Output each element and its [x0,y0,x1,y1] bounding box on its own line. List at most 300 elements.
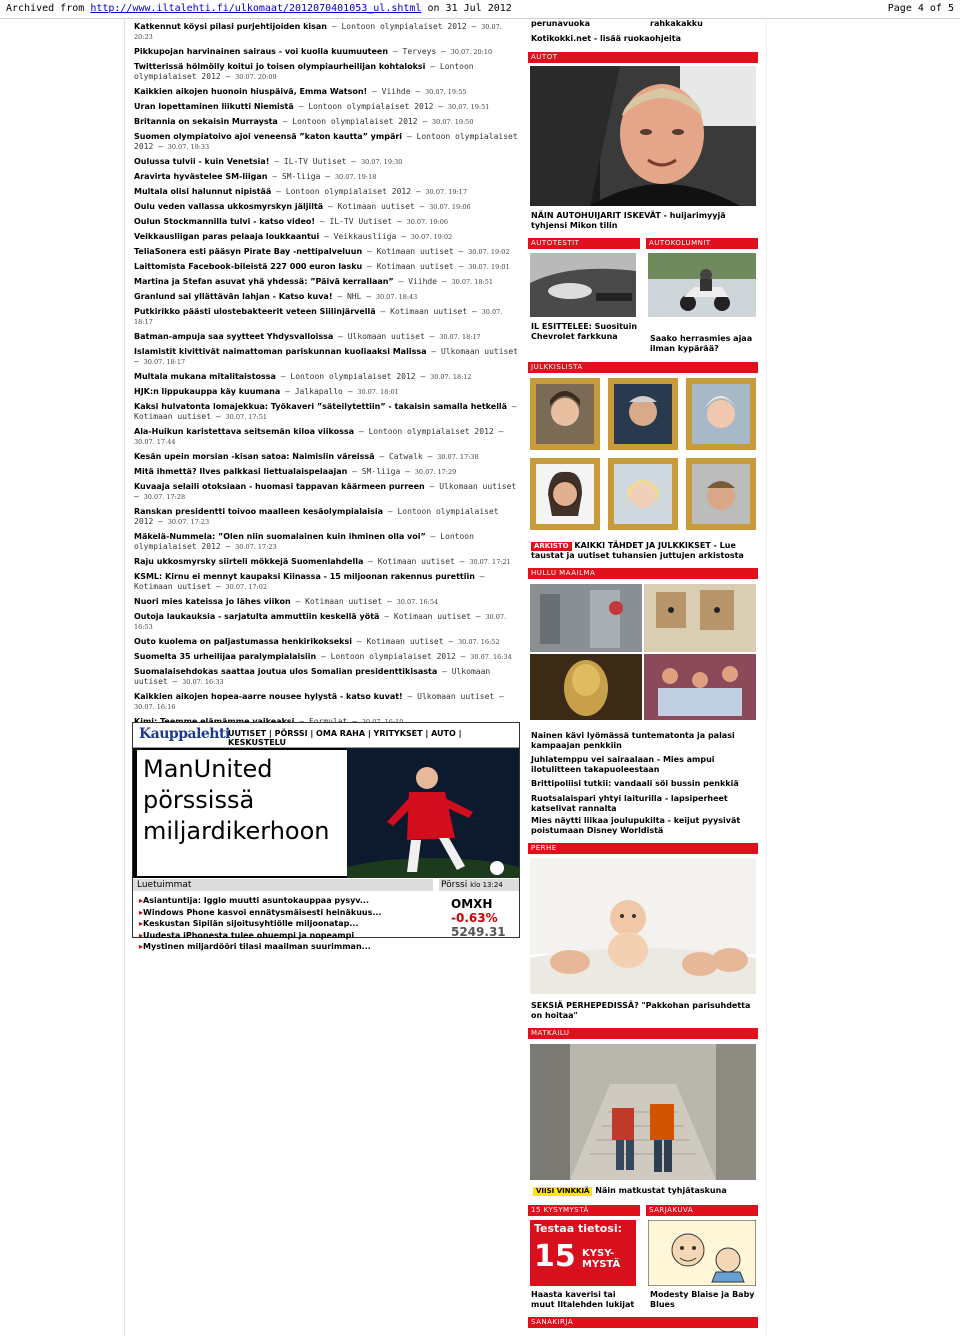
news-title[interactable]: Outo kuolema on paljastumassa henkirikokseksi [134,637,353,646]
news-title[interactable]: Oulun Stockmannilla tulvi - katso video! [134,217,316,226]
section-autotestit[interactable]: AUTOTESTIT [528,238,640,249]
news-time: 30.07. 20:10 [450,48,493,56]
banner-line: miljardikerhoon [143,817,330,845]
hullu-maailma-photos[interactable] [530,584,756,720]
news-separator: – [392,217,407,226]
news-category[interactable]: Lontoon olympialaiset 2012 [292,117,418,126]
news-time: 30.07. 20:09 [235,73,277,81]
banner-headline [143,754,329,847]
news-separator: – [220,72,236,81]
news-time: 30.07. 17:02 [225,583,267,591]
news-time: 30.07. 17:23 [167,518,210,526]
news-separator: – [417,117,432,126]
kauppalehti-lists [133,879,519,951]
banner-line: pörssissä [143,786,255,814]
news-title[interactable]: Mitä ihmettä? Ilves palkkasi liettualaispelaajan [134,467,348,476]
news-item[interactable] [134,217,518,227]
news-item[interactable] [134,532,518,552]
banner-line: ManUnited [143,755,273,783]
news-time: 30.07. 16:33 [182,678,224,686]
news-separator: – [470,612,486,621]
arkisto-badge: ARKISTO [531,542,572,551]
news-item[interactable] [134,557,518,567]
news-title[interactable]: Veikkausliigan paras pelaaja loukkaantui [134,232,320,241]
news-item[interactable] [134,467,518,477]
news-separator: – [332,292,347,301]
news-category[interactable]: Lontoon olympialaiset 2012 [341,22,467,31]
news-category[interactable]: Kotimaan uutiset [377,557,455,566]
news-title[interactable]: Putkirikko päästi ulostebakteerit veteen Siilinjärvellä [134,307,376,316]
news-title[interactable]: Kesän upein morsian -kisan satoa: Naimisiin väreissä [134,452,375,461]
news-separator: – [319,232,334,241]
section-perhe[interactable]: PERHE [528,843,758,854]
news-separator: – [396,232,411,241]
news-time: 30.07. 16:16 [134,703,176,711]
news-title[interactable]: Suomen olympiatoivo ajoi veneensä ”katon kautta” ympäri [134,132,403,141]
car-test-photo[interactable] [530,253,636,317]
news-separator: – [315,217,330,226]
quiz-title: Testaa tietosi: [534,1222,623,1235]
archive-date: on 31 Jul 2012 [427,3,512,14]
luetuimmat-item[interactable]: ▸ Keskustan Sipilän sijoitusyhtiölle miljoonatap... [139,918,435,930]
archive-info [6,3,512,14]
news-title[interactable]: Oulu veden vallassa ukkosmyrskyn jäljiltä [134,202,324,211]
car-man-photo[interactable] [530,66,756,206]
news-separator: – [346,157,361,166]
section-julkkislista[interactable]: JULKKISLISTA [528,362,758,373]
news-category[interactable]: NHL [346,292,362,301]
news-time: 30.07. 19:01 [468,263,510,271]
news-title[interactable]: Ala-Huikun karistettava seitsemän kiloa viikossa [134,427,355,436]
news-category[interactable]: SM-liiga [361,467,401,476]
news-separator: – [382,507,398,516]
news-item[interactable] [134,612,518,632]
news-separator: – [374,452,389,461]
news-item[interactable] [134,87,518,97]
news-category[interactable]: Lontoon olympialaiset 2012 [368,427,494,436]
news-separator: – [320,172,335,181]
divider [124,18,125,1336]
news-item[interactable] [134,452,518,462]
section-sarjakuva[interactable]: SARJAKUVA [646,1205,758,1216]
news-time: 30.07. 18:01 [357,388,399,396]
news-time: 30.07. 16:54 [396,598,439,606]
archive-url-link[interactable]: http://www.iltalehti.fi/ulkomaat/2012070401053_ul.shtml [90,3,422,14]
autotestit-caption[interactable]: IL ESITTELEE: Suosituin Chevrolet farkkuna [531,322,638,341]
news-time: 30.07. 19:02 [410,233,453,241]
news-separator: – [316,652,331,661]
news-title[interactable]: Martina ja Stefan asuvat yhä yhdessä: ”Päivä kerrallaan” [134,277,394,286]
news-separator: – [437,277,452,286]
section-hullu-maailma[interactable]: HULLU MAAILMA [528,568,758,579]
news-separator: – [290,597,306,606]
news-item[interactable] [134,507,518,527]
news-separator: – [269,157,284,166]
news-category[interactable]: Kotimaan uutiset [366,637,444,646]
scooter-photo[interactable] [648,253,756,317]
news-separator: – [414,202,430,211]
news-title[interactable]: Katkennut köysi pilasi purjehtijoiden kisan [134,22,327,31]
recipe-link[interactable]: rahkakakku [650,19,703,28]
news-category[interactable]: Lontoon olympialaiset 2012 [134,62,474,81]
news-time: 30.07. 17:38 [437,453,479,461]
news-category[interactable]: Kotimaan uutiset [337,202,415,211]
news-item[interactable] [134,22,518,42]
news-category[interactable]: Kotimaan uutiset [305,597,383,606]
news-title[interactable]: TeliaSonera esti pääsyn Pirate Bay -nettipalveluun [134,247,363,256]
stock-change: -0.63% [451,911,498,925]
archive-prefix: Archived from [6,3,85,14]
news-category[interactable]: Ulkomaan uutiset [440,347,518,356]
hullu-maailma-image [530,584,756,720]
news-category[interactable]: Lontoon olympialaiset 2012 [330,652,456,661]
quiz-caption[interactable]: Haasta kaverisi tai muut Iltalehden lukijat [531,1290,635,1309]
autot-caption[interactable]: NÄIN AUTOHUIJARIT ISKEVÄT - huijarimyyjä tyhjensi Mikon tilin [531,211,726,230]
news-separator: – [275,372,291,381]
news-time: 30.07. 19:06 [406,218,449,226]
news-item[interactable] [134,117,518,127]
news-category[interactable]: SM-liiga [281,172,321,181]
news-title[interactable]: Raju ukkosmyrsky siirteli mökkejä Suomenlahdella [134,557,364,566]
news-item[interactable] [134,262,518,272]
recipe-link[interactable]: perunavuoka [531,19,591,28]
car-man-image [530,66,756,206]
news-title[interactable]: KSML: Kirnu ei mennyt kaupaksi Kiinassa - 15 miljoonan rakennus purettiin [134,572,475,581]
news-time: 30.07. 19:55 [425,88,467,96]
news-separator: – [361,292,376,301]
news-title[interactable]: Kaikkien aikojen huonoin hiuspäivä, Emma Watson! [134,87,368,96]
news-separator: – [379,612,394,621]
news-title[interactable]: Batman-ampuja saa syytteet Yhdysvalloissa [134,332,334,341]
news-item[interactable] [134,202,518,212]
hullu-maailma-item[interactable]: Brittipoliisi tutkii: vandaali söi bussin penkkiä [531,779,739,788]
news-separator: – [411,187,426,196]
news-time: 30.07. 17:28 [143,493,186,501]
news-separator: – [426,347,441,356]
news-item[interactable] [134,187,518,197]
comic-caption[interactable]: Modesty Blaise ja Baby Blues [650,1290,755,1309]
news-title[interactable]: Granlund sai yllättävän lahjan - Katso kuva! [134,292,333,301]
news-separator: – [354,427,369,436]
news-separator: – [455,652,471,661]
comic-thumbnail[interactable] [648,1220,756,1286]
banner-text-panel [137,750,347,876]
kauppalehti-widget [132,722,520,951]
news-category[interactable]: Viihde [408,277,438,286]
news-separator: – [342,387,358,396]
news-time: 30.07. 17:23 [235,543,277,551]
news-title[interactable]: Suomalaisehdokas saattaa joutua ulos Somalian presidenttikisasta [134,667,438,676]
news-separator: – [494,692,504,701]
kauppalehti-header [133,723,519,748]
news-title[interactable]: Twitterissä hölmöily koitui jo toisen olympiaurheilijan kohtaloksi [134,62,426,71]
news-category[interactable]: Ulkomaan uutiset [417,692,495,701]
news-title[interactable]: Islamistit kivittivät naimattoman pariskunnan kuoliaaksi Malissa [134,347,427,356]
news-category[interactable]: IL-TV Uutiset [329,217,393,226]
news-item[interactable] [134,597,518,607]
news-title[interactable]: Ranskan presidentti toivoo maalleen kesäolympialaisia [134,507,383,516]
news-title[interactable]: Multala olisi halunnut nipistää [134,187,272,196]
news-separator: – [363,557,378,566]
news-separator: – [333,332,348,341]
archive-bar [0,0,960,19]
porssi-header [439,879,519,891]
section-autokolumnit[interactable]: AUTOKOLUMNIT [646,238,758,249]
news-category[interactable]: Kotimaan uutiset [134,582,212,591]
news-time: 30.07. 18:17 [439,333,481,341]
section-sanakirja[interactable]: SANAKIRJA [528,1317,758,1328]
news-item[interactable] [134,637,518,647]
news-item[interactable] [134,307,518,327]
news-item[interactable] [134,387,518,397]
news-title[interactable]: Kaikkien aikojen hopea-aarre nousee hylystä - katso kuvat! [134,692,403,701]
news-category[interactable]: Kotimaan uutiset [376,262,454,271]
latest-news-list [134,22,518,732]
news-time: 30.07. 16:52 [457,638,500,646]
news-time: 30.07. 19:33 [167,143,210,151]
comic-image [648,1220,756,1286]
news-category[interactable]: Ulkomaan uutiset [439,482,517,491]
news-separator: – [402,132,417,141]
news-title[interactable]: Kaksi hulvatonta lomajekkua: Työkaveri ”säteilytettiin” - takaisin samalla hetkellä [134,402,508,411]
news-time: 30.07. 16:53 [134,613,507,631]
news-separator: – [167,677,183,686]
footballer-photo [347,748,519,878]
news-separator: – [271,187,286,196]
perhe-photo[interactable] [530,858,756,994]
celebrity-gallery[interactable] [528,376,758,532]
page-indicator: Page 4 of 5 [887,3,954,14]
news-item[interactable] [134,62,518,82]
news-separator: – [362,247,377,256]
news-time: 30.07. 19:06 [429,203,471,211]
news-time: 30.07. 18:51 [451,278,493,286]
news-time: 30.07. 16:34 [470,653,512,661]
news-title[interactable]: Suomelta 35 urheilijaa paralympialaisiin [134,652,317,661]
news-category[interactable]: Kotimaan uutiset [134,412,212,421]
news-category[interactable]: Lontoon olympialaiset 2012 [308,102,434,111]
news-separator: – [467,307,482,316]
news-title[interactable]: Uran lopettaminen liikutti Niemistä [134,102,294,111]
news-category[interactable]: Lontoon olympialaiset 2012 [290,372,416,381]
news-category[interactable]: Viihde [381,87,411,96]
news-time: 30.07. 17:21 [469,558,511,566]
news-separator: – [153,517,168,526]
luetuimmat-item[interactable]: ▸ Windows Phone kasvoi ennätysmäisesti heinäkuus... [139,907,435,919]
news-time: 30.07. 18:12 [430,373,472,381]
news-item[interactable] [134,347,518,367]
news-separator: – [454,557,470,566]
quiz-subtitle: KYSY-MYSTÄ [582,1248,621,1270]
news-separator: – [474,572,485,581]
news-item[interactable] [134,292,518,302]
arkisto-text: KAIKKI TÄHDET JA JULKKIKSET - Lue taustat ja uutiset tuhansien juttujen arkistosta [531,541,744,560]
news-separator: – [433,102,448,111]
news-time: 30.07. 19:51 [447,103,490,111]
news-title[interactable]: Laittomista Facebook-bileistä 227 000 euron lasku [134,262,363,271]
kotikokki-link[interactable]: Kotikokki.net - lisää ruokaohjeita [531,34,681,43]
perhe-caption[interactable]: SEKSIÄ PERHEPEDISSÄ? "Pakkohan parisuhdetta on hoitaa" [531,1001,751,1020]
news-item[interactable] [134,402,518,422]
news-category[interactable]: Kotimaan uutiset [393,612,471,621]
luetuimmat-item[interactable]: ▸ Mystinen miljardööri tilasi maailman suurimman... [139,941,435,953]
news-item[interactable] [134,247,518,257]
section-matkailu[interactable]: MATKAILU [528,1028,758,1039]
news-title[interactable]: Pikkupojan harvinainen sairaus - voi kuolla kuumuuteen [134,47,389,56]
news-item[interactable] [134,652,518,662]
news-separator: – [352,637,367,646]
news-time: 30.07. 19:17 [425,188,467,196]
news-separator: – [410,87,426,96]
news-separator: – [277,117,293,126]
news-item[interactable] [134,277,518,287]
car-image [530,253,636,317]
backpackers-image [530,1044,756,1180]
quiz-number: 15 [534,1239,576,1274]
luetuimmat-item[interactable]: ▸ Asiantuntija: Igglo muutti asuntokauppaa pysyv... [139,895,435,907]
news-category[interactable]: Lontoon olympialaiset 2012 [134,507,499,526]
news-separator: – [134,492,144,501]
luetuimmat-item[interactable]: ▸ Uudesta iPhonesta tulee ohuempi ja nopeampi [139,930,435,942]
arkisto-link[interactable] [531,541,756,561]
kauppalehti-nav[interactable]: UUTISET | PÖRSSI | OMA RAHA | YRITYKSET | AUTO | KESKUSTELU [228,729,462,747]
news-time: 30.07. 18:43 [375,293,418,301]
stock-ticker[interactable] [451,897,519,939]
news-separator: – [362,262,377,271]
viisi-vinkkia-link[interactable] [533,1186,758,1196]
news-item[interactable] [134,427,518,447]
autokolumnit-caption[interactable]: Saako herrasmies ajaa ilman kypärää? [650,334,753,353]
news-separator: – [415,372,431,381]
news-separator: – [453,262,469,271]
kauppalehti-banner[interactable] [133,748,519,878]
news-time: 30.07. 19:02 [468,248,510,256]
news-time: 30.07. 17:51 [225,413,267,421]
news-separator: – [211,582,226,591]
news-category[interactable]: Jalkapallo [294,387,343,396]
news-time: 30.07. 17:44 [134,438,176,446]
news-separator: – [267,172,282,181]
news-category[interactable]: Veikkausliiga [333,232,397,241]
news-item[interactable] [134,132,518,152]
news-time: 30.07. 19:30 [360,158,403,166]
news-separator: – [293,102,309,111]
news-separator: – [400,467,415,476]
news-separator: – [436,47,451,56]
porssi-label: Pörssi [441,880,468,890]
news-item[interactable] [134,332,518,342]
news-time: 30.07. 18:17 [134,308,503,326]
news-item[interactable] [134,47,518,57]
news-title[interactable]: Mäkelä-Nummela: ”Olen niin suomalainen kuin ihminen olla voi” [134,532,426,541]
news-category[interactable]: Ulkomaan uutiset [347,332,425,341]
news-separator: – [323,202,338,211]
celebrity-frames-image [528,376,758,532]
viisi-badge: VIISI VINKKIÄ [533,1187,592,1196]
news-time: 30.07. 19:18 [334,173,377,181]
hullu-maailma-item[interactable]: Mies näytti liikaa joulupukilta - keijut pyysivät poistumaan Disney Worldistä [531,816,741,835]
news-separator: – [367,87,382,96]
scooter-image [648,253,756,317]
news-separator: – [437,667,452,676]
news-item[interactable] [134,372,518,382]
news-title[interactable]: HJK:n lippukauppa käy kuumana [134,387,281,396]
news-separator: – [425,532,441,541]
section-autot[interactable]: AUTOT [528,52,758,63]
news-category[interactable]: Lontoon olympialaiset 2012 [134,532,474,551]
news-category[interactable]: Catwalk [388,452,423,461]
news-separator: – [507,402,517,411]
news-separator: – [466,22,482,31]
news-category[interactable]: IL-TV Uutiset [283,157,347,166]
porssi-time: klo 13:24 [470,881,503,889]
news-separator: – [388,47,403,56]
news-item[interactable] [134,572,518,592]
matkailu-photo[interactable] [530,1044,756,1180]
viisi-text: Näin matkustat tyhjätaskuna [595,1186,727,1195]
news-item[interactable] [134,667,518,687]
news-item[interactable] [134,102,518,112]
hullu-maailma-item[interactable]: Nainen kävi lyömässä tuntematonta ja palasi kampaajan penkkiin [531,731,735,750]
news-separator: – [424,482,440,491]
news-separator: – [425,62,440,71]
news-item[interactable] [134,692,518,712]
news-item[interactable] [134,232,518,242]
section-15-kysymysta[interactable]: 15 KYSYMYSTÄ [528,1205,640,1216]
news-item[interactable] [134,157,518,167]
luetuimmat-list [139,895,435,953]
news-separator: – [443,637,458,646]
quiz-banner[interactable] [530,1220,636,1286]
news-item[interactable] [134,172,518,182]
news-separator: – [422,452,438,461]
news-time: 30.07. 20:23 [134,23,502,41]
news-item[interactable] [134,482,518,502]
news-title[interactable]: Britannia on sekaisin Murraysta [134,117,278,126]
news-time: 30.07. 18:17 [143,358,186,366]
news-separator: – [280,387,295,396]
news-title[interactable]: Nuori mies kateissa jo lähes viikon [134,597,291,606]
news-category[interactable]: Kotimaan uutiset [390,307,468,316]
kauppalehti-logo[interactable]: Kauppalehti [139,726,230,742]
news-category[interactable]: Lontoon olympialaiset 2012 [134,132,518,151]
news-category[interactable]: Kotimaan uutiset [376,247,454,256]
stock-name: OMXH [451,897,493,911]
hullu-maailma-item[interactable]: Ruotsalaispari yhtyi laiturilla - lapsiperheet katselivat rannalta [531,794,728,813]
news-category[interactable]: Terveys [402,47,437,56]
news-separator: – [375,307,391,316]
news-separator: – [326,22,342,31]
news-separator: – [211,412,226,421]
news-separator: – [134,357,144,366]
news-separator: – [424,332,440,341]
news-separator: – [220,542,236,551]
news-category[interactable]: Ulkomaan uutiset [134,667,491,686]
news-title[interactable]: Outoja laukauksia - sarjatulta ammuttiin keskellä yötä [134,612,380,621]
news-time: 30.07. 17:29 [414,468,457,476]
news-category[interactable]: Lontoon olympialaiset 2012 [285,187,412,196]
news-title[interactable]: Multala mukana mitalitaistossa [134,372,276,381]
news-title[interactable]: Aravirta hyvästelee SM-liigan [134,172,268,181]
news-separator: – [153,142,168,151]
news-separator: – [347,467,362,476]
hullu-maailma-item[interactable]: Juhlatemppu vei sairaalaan - Mies ampui ilotulitteen takapuoleestaan [531,755,715,774]
news-title[interactable]: Oulussa tulvii - kuin Venetsia! [134,157,270,166]
divider [766,18,767,1336]
news-title[interactable]: Kuvaaja selaili otoksiaan - huomasi tappavan käärmeen purreen [134,482,425,491]
news-separator: – [453,247,469,256]
news-time: 30.07. 19:50 [431,118,474,126]
